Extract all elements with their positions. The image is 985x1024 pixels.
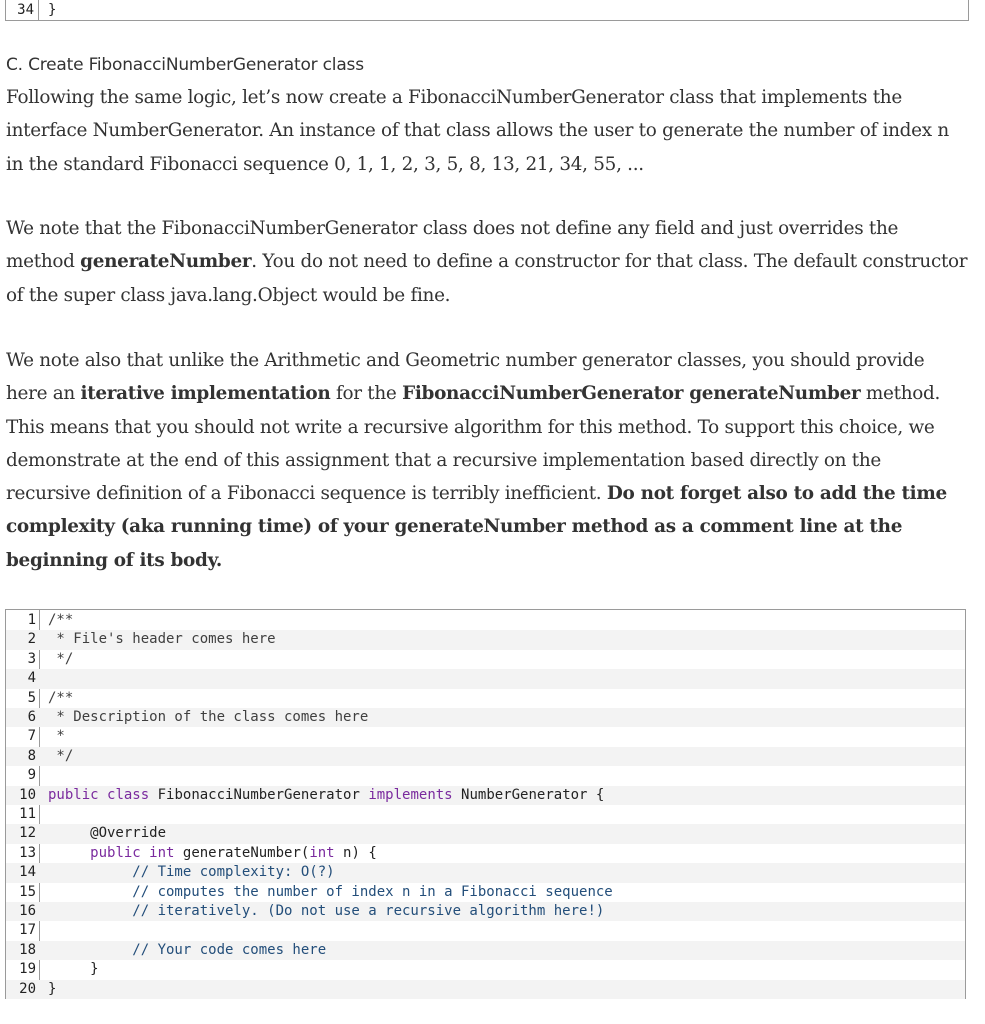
line-number: 9 <box>27 767 36 784</box>
code-row <box>6 902 965 921</box>
code-row <box>6 844 965 863</box>
code-row <box>6 708 965 727</box>
code-text: */ <box>48 650 74 667</box>
previous-code-snippet-tail <box>5 0 969 21</box>
code-row <box>6 747 965 766</box>
code-row <box>6 941 965 960</box>
text-run: We note that the FibonacciNumberGenerator class does not define any field and just overrides the method <box>6 218 899 273</box>
bold-text: iterative implementation <box>80 383 331 405</box>
code-text: * <box>48 728 65 745</box>
code-text: public int generateNumber(int n) { <box>90 844 377 861</box>
code-row <box>6 630 965 649</box>
code-text: // Your code comes here <box>48 941 327 958</box>
line-number: 19 <box>19 961 36 978</box>
code-row <box>6 980 965 999</box>
line-number: 2 <box>27 631 36 648</box>
line-number: 8 <box>27 747 36 764</box>
paragraph-override-note <box>6 212 971 312</box>
code-text: */ <box>48 747 74 764</box>
line-number: 4 <box>27 670 36 687</box>
line-number: 20 <box>19 980 36 997</box>
code-row <box>6 689 965 708</box>
paragraph-iterative-note <box>6 344 971 577</box>
code-text: * Description of the class comes here <box>48 709 369 725</box>
bold-text: FibonacciNumberGenerator generateNumber <box>402 383 861 405</box>
line-number: 17 <box>19 922 36 939</box>
code-row <box>6 960 965 979</box>
code-text: /** <box>48 689 74 706</box>
line-number: 12 <box>19 825 36 842</box>
bold-text: Do not forget also to add the time complexity (aka running time) of your generateNumber method as a comment line at the beginning of its body. <box>6 483 947 571</box>
code-row <box>6 611 965 630</box>
code-text: public class FibonacciNumberGenerator implements NumberGenerator { <box>48 786 605 803</box>
code-text: // computes the number of index n in a Fibonacci sequence <box>48 883 613 900</box>
text-run: for the <box>330 383 403 405</box>
text-run: method. This means that you should not write a recursive algorithm for this method. To support this choice, we demonstrate at the end of this assignment that a recursive implementation based directly on the recursive definition of a Fibonacci sequence is terribly inefficient. <box>6 383 941 505</box>
code-row <box>6 669 965 688</box>
line-number: 7 <box>27 728 36 745</box>
code-row <box>6 786 965 805</box>
code-row <box>6 766 965 785</box>
code-text: @Override <box>48 825 167 842</box>
line-number: 18 <box>19 941 36 958</box>
code-text: * File's header comes here <box>48 631 276 648</box>
code-row <box>6 805 965 824</box>
code-row <box>6 921 965 940</box>
code-row <box>6 863 965 882</box>
line-number: 13 <box>19 844 36 861</box>
line-number: 11 <box>19 806 36 822</box>
text-run: . You do not need to define a constructor for that class. The default constructor of the super class java.lang.Object would be fine. <box>6 251 968 306</box>
code-row <box>6 650 965 669</box>
code-text: /** <box>48 612 74 628</box>
code-line: } <box>48 2 57 18</box>
paragraph-intro: Following the same logic, let’s now create a FibonacciNumberGenerator class that implements the interface NumberGenerator. An instance of that class allows the user to generate the number of index n in the standard Fibonacci sequence 0, 1, 1, 2, 3, 5, 8, 13, 21, 34, 55, ... <box>6 87 949 175</box>
code-text: // iteratively. (Do not use a recursive algorithm here!) <box>48 903 605 919</box>
text-run: We note also that unlike the Arithmetic and Geometric number generator classes, you should provide here an <box>6 350 925 405</box>
code-text: // Time complexity: O(?) <box>48 864 335 881</box>
line-number: 10 <box>19 786 36 803</box>
code-text: } <box>48 980 57 997</box>
line-number: 5 <box>27 689 36 706</box>
code-row <box>6 727 965 746</box>
code-row <box>6 824 965 843</box>
line-number: 3 <box>27 650 36 667</box>
section-title: C. Create FibonacciNumberGenerator class <box>6 55 364 75</box>
line-number: 6 <box>27 709 36 725</box>
line-number: 1 <box>27 612 36 628</box>
line-number: 15 <box>19 883 36 900</box>
line-number: 16 <box>19 903 36 919</box>
bold-text: generateNumber <box>80 251 252 273</box>
code-listing <box>5 609 966 999</box>
line-number: 14 <box>19 864 36 881</box>
line-number: 34 <box>6 0 39 20</box>
code-text: } <box>48 961 99 978</box>
code-row <box>6 883 965 902</box>
